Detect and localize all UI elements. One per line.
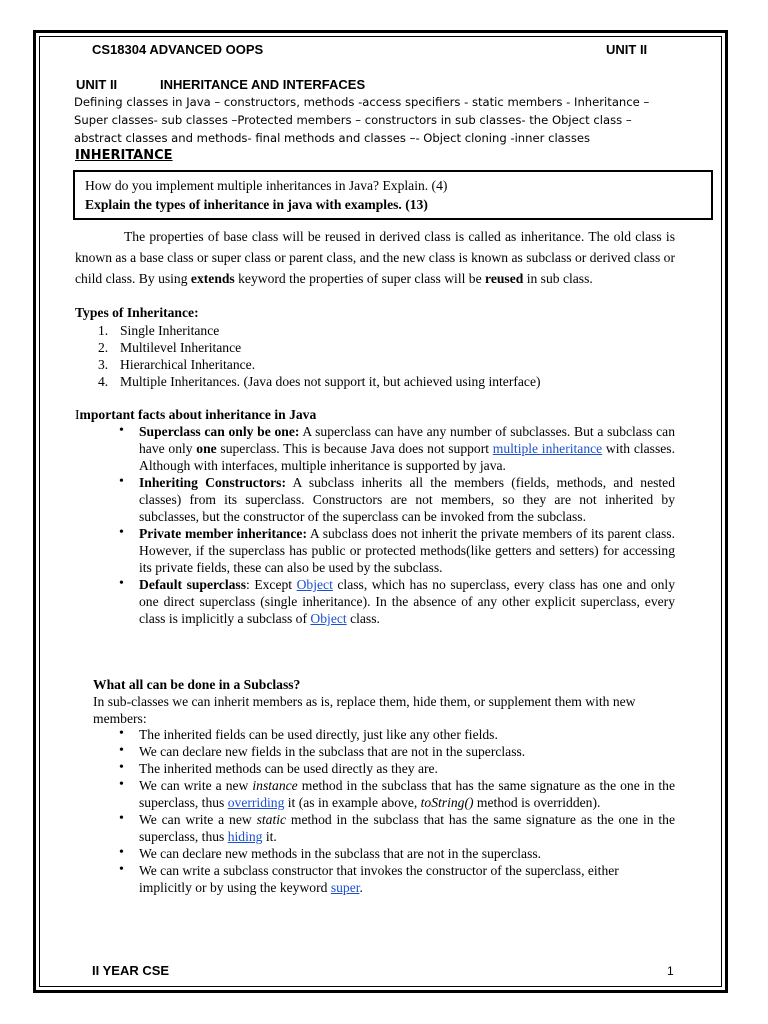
- hiding-link[interactable]: hiding: [227, 829, 263, 844]
- types-heading: Types of Inheritance:: [75, 305, 199, 320]
- facts-heading-initial: I: [75, 407, 80, 422]
- item-text: it.: [262, 829, 277, 844]
- item-number: 2.: [98, 340, 109, 355]
- course-code: CS18304 ADVANCED OOPS: [92, 42, 264, 57]
- item-emphasis: instance: [252, 778, 298, 793]
- subclass-list: [117, 726, 675, 896]
- facts-heading-text: mportant facts about inheritance in Java: [79, 407, 317, 422]
- subclass-item: [117, 845, 675, 862]
- fact-item: [117, 423, 675, 474]
- syllabus: [74, 93, 714, 147]
- list-item: [98, 322, 698, 339]
- intro-paragraph: [75, 226, 675, 289]
- facts-heading: [75, 406, 316, 423]
- item-text: method in the subclass that has the same signature as the one in the superclass, thus: [139, 812, 675, 844]
- fact-text: A subclass does not inherit the private members of its parent class. However, if the superclass has public or protected methods(like getters and setters) for accessing its private fields, these can also be used by the subclass.: [139, 526, 675, 575]
- item-text: method is overridden).: [473, 795, 601, 810]
- subclass-item: [117, 760, 675, 777]
- item-text: We can write a new: [139, 778, 253, 793]
- fact-title: Default superclass: [139, 577, 246, 592]
- fact-text: with classes. Although with interfaces, multiple inheritance is supported by java.: [139, 441, 675, 473]
- syllabus-line: Defining classes in Java – constructors, methods -access specifiers - static members - Inheritance –: [74, 95, 650, 109]
- item-text: We can write a subclass constructor that invokes the constructor of the superclass, either implicitly or by using the keyword: [139, 863, 619, 895]
- fact-text: class, which has no superclass, every class has one and only one direct superclass (single inheritance). In the absence of any other explicit superclass, every class is implicitly a subclass of: [139, 577, 675, 626]
- multiple-inheritance-link[interactable]: multiple inheritance: [492, 441, 603, 456]
- object-link[interactable]: Object: [296, 577, 333, 592]
- fact-text: A subclass inherits all the members (fields, methods, and nested classes) from its superclass. Constructors are not members, so they are not inherited by subclasses, but the constructor of the superclass can be invoked from the subclass.: [139, 475, 675, 524]
- fact-item: [117, 576, 675, 627]
- keyword-extends: extends: [190, 271, 235, 286]
- item-emphasis: toString(): [420, 795, 474, 810]
- list-item: [98, 339, 698, 356]
- intro-text: keyword the properties of super class will be: [234, 271, 486, 286]
- item-emphasis: static: [256, 812, 287, 827]
- fact-text: : Except: [246, 577, 297, 592]
- syllabus-line: abstract classes and methods- final methods and classes –- Object cloning -inner classes: [74, 131, 591, 145]
- item-text: method in the subclass that has the same signature as the one in the superclass, thus: [139, 778, 676, 810]
- subclass-item: [117, 777, 675, 811]
- fact-title: Inheriting Constructors:: [139, 475, 286, 490]
- subclass-item: [117, 726, 675, 743]
- fact-item: [117, 525, 675, 576]
- item-text: The inherited methods can be used directly as they are.: [139, 761, 438, 776]
- overriding-link[interactable]: overriding: [227, 795, 285, 810]
- fact-item: [117, 474, 675, 525]
- fact-title: Private member inheritance:: [139, 526, 307, 541]
- item-number: 1.: [98, 323, 109, 338]
- question-1: How do you implement multiple inheritances in Java? Explain. (4): [85, 178, 448, 193]
- item-text: .: [359, 880, 363, 895]
- item-text: The inherited fields can be used directly, just like any other fields.: [139, 727, 498, 742]
- list-item: [98, 373, 698, 390]
- item-text: Multilevel Inheritance: [120, 340, 242, 355]
- intro-text: in sub class.: [523, 271, 593, 286]
- fact-title: Superclass can only be one:: [139, 424, 300, 439]
- item-text: We can write a new: [139, 812, 257, 827]
- object-link[interactable]: Object: [310, 611, 347, 626]
- question-2: Explain the types of inheritance in java with examples. (13): [85, 197, 428, 212]
- subclass-intro: In sub-classes we can inherit members as is, replace them, hide them, or supplement them with new members:: [93, 694, 636, 726]
- intro-text: The properties of base class will be reused in derived class is called as inheritance. The old class is known as a base class or super class or parent class, and the new class is known as subclass or derived class or child class. By using: [75, 229, 675, 286]
- item-text: Single Inheritance: [120, 323, 220, 338]
- page-number: 1: [667, 964, 674, 978]
- fact-text: A superclass can have any number of subclasses. But a subclass can have only: [139, 424, 675, 456]
- subclass-item: [117, 811, 675, 845]
- syllabus-line: Super classes- sub classes –Protected members – constructors in sub classes- the Object class –: [74, 113, 632, 127]
- item-text: Hierarchical Inheritance.: [120, 357, 256, 372]
- fact-text: class.: [346, 611, 380, 626]
- subclass-item: [117, 743, 675, 760]
- list-item: [98, 356, 698, 373]
- item-text: We can declare new methods in the subclass that are not in the superclass.: [139, 846, 542, 861]
- footer-year: II YEAR CSE: [92, 963, 170, 978]
- unit-number: UNIT II: [76, 77, 118, 92]
- item-number: 4.: [98, 374, 109, 389]
- item-text: We can declare new fields in the subclass that are not in the superclass.: [139, 744, 526, 759]
- facts-list: [117, 423, 675, 627]
- question-box: [73, 170, 713, 220]
- item-number: 3.: [98, 357, 109, 372]
- fact-emphasis: one: [196, 441, 217, 456]
- item-text: Multiple Inheritances. (Java does not support it, but achieved using interface): [120, 374, 541, 389]
- item-text: it (as in example above,: [284, 795, 421, 810]
- unit-title: INHERITANCE AND INTERFACES: [160, 77, 366, 92]
- keyword-reused: reused: [485, 271, 524, 286]
- subclass-heading: What all can be done in a Subclass?: [93, 677, 301, 692]
- subclass-item: [117, 862, 675, 896]
- section-heading: INHERITANCE: [75, 148, 173, 163]
- fact-text: superclass. This is because Java does not support: [216, 441, 493, 456]
- super-link[interactable]: super: [330, 880, 360, 895]
- types-list: [98, 322, 698, 390]
- unit-label: UNIT II: [606, 42, 648, 57]
